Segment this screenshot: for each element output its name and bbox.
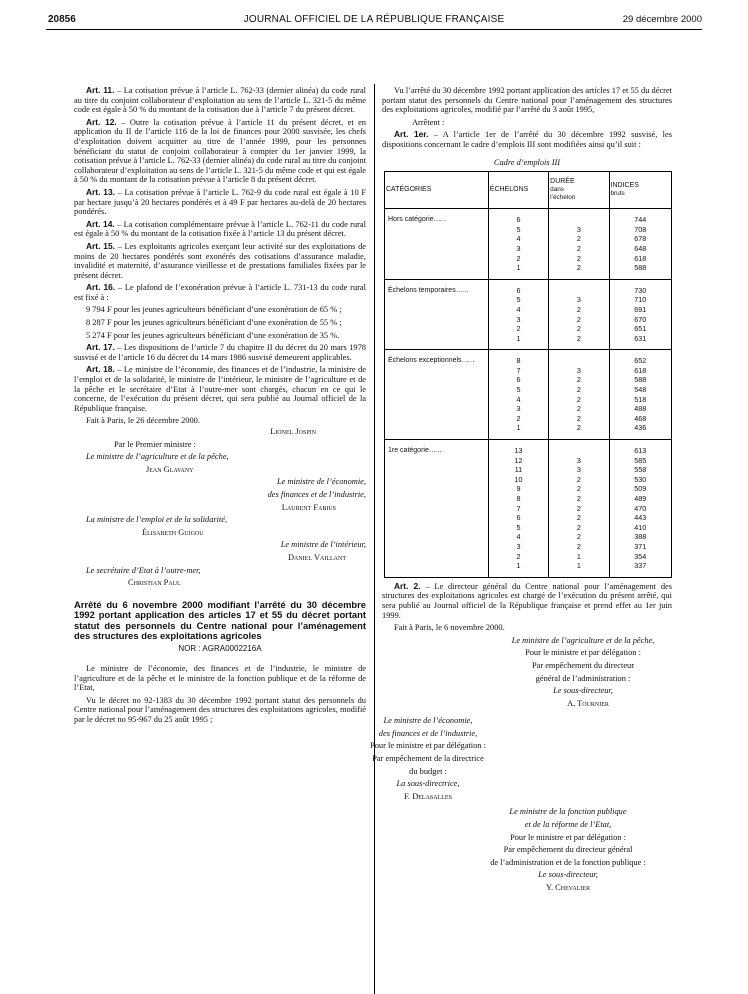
indice-cell-value: 651 (634, 324, 647, 334)
duree-cell-value: 2 (576, 324, 581, 334)
echelon-cell-value: 3 (516, 314, 521, 324)
echelon-cell-value: 7 (516, 503, 521, 513)
category-label: Échelons exceptionnels (388, 357, 462, 365)
duree-cell-value (549, 286, 608, 296)
agri-title: Le ministre de l’agriculture et de la pêche, (511, 635, 655, 645)
duree-cell-value: 2 (576, 484, 581, 494)
indice-cell-value: 470 (634, 503, 647, 513)
min-emploi-name: Élisabeth Guigou (142, 527, 204, 537)
indice-cell-value: 670 (634, 314, 647, 324)
min-agri-title: Le ministre de l’agriculture et de la pêche, (86, 452, 229, 462)
table-caption: Cadre d’emplois III (493, 157, 561, 167)
echelon-cell-value: 1 (516, 561, 521, 571)
min-eco-name: Laurent Fabius (281, 502, 336, 512)
indice-cell-value: 588 (634, 375, 647, 385)
duree-cell-value: 2 (576, 385, 581, 395)
min-agri-name: Jean Glavany (146, 464, 194, 474)
echelon-cell-value: 12 (514, 455, 523, 465)
duree-cell-value: 2 (576, 474, 581, 484)
echelon-cell-value: 4 (516, 532, 521, 542)
indice-cell-value: 354 (634, 551, 647, 561)
duree-cell-value: 2 (576, 333, 581, 343)
echelon-cell-value: 1 (516, 263, 521, 273)
leader-dots: …… (455, 286, 468, 294)
indice-cell-value: 618 (634, 253, 647, 263)
min-eco-title: Le ministre de l’économie, (276, 477, 366, 487)
column-divider (374, 84, 375, 994)
table-group-row (385, 350, 672, 440)
indice-cell-value: 744 (634, 215, 647, 225)
left-column (74, 86, 366, 728)
echelon-cell-value: 2 (516, 253, 521, 263)
article-11: Art. 11. – La cotisation prévue à l’article L. 762-33 (dernier alinéa) du code rural au titre du conjoint collaborateur d’exploitation au sens de l’article L. 321-5 du même code est égale à 50 % du montant de la cotisation due à l’article 7 du présent décret. (74, 85, 366, 115)
page-number: 20856 (48, 14, 76, 25)
leader-dots: …… (461, 357, 474, 365)
echelon-cell-value: 2 (516, 413, 521, 423)
table-group-row (385, 209, 672, 280)
duree-cell-value (549, 215, 608, 225)
indice-cell-value: 691 (634, 304, 647, 314)
echelon-cell-value: 6 (516, 375, 521, 385)
fp-subdirector: Le sous-directeur, (538, 870, 598, 880)
arrete-title: Arrêté du 6 novembre 2000 modifiant l’arrêté du 30 décembre 1992 portant application des articles 17 et 55 du décret portant statut des personnels du Centre national pour l’aménagement des structures des exploitations agricoles (74, 598, 366, 641)
indice-cell-value: 618 (634, 365, 647, 375)
vu-arrete: Vu l’arrêté du 30 décembre 1992 portant application des articles 17 et 55 du décret portant statut des personnels du Centre national pour l’aménagement des structures des exploitations agricoles, modifié par l’arrêté du 3 août 1995, (382, 86, 672, 115)
echelon-cell-value: 5 (516, 295, 521, 305)
echelon-cell-value: 7 (516, 365, 521, 375)
eco-line: Par empêchement de la directrice (372, 754, 484, 764)
category-cell (385, 350, 489, 440)
indice-cell-value: 585 (634, 455, 647, 465)
indice-cell-value: 443 (634, 513, 647, 523)
echelon-cell (488, 279, 548, 350)
indice-cell-value: 730 (634, 285, 647, 295)
echelon-cell-value: 13 (514, 446, 523, 456)
col-duree: DURÉE dans l’échelon (549, 172, 609, 209)
col-indices: INDICES bruts (609, 172, 672, 209)
exoneration-item: 5 274 F pour les jeunes agriculteurs bénéficiant d’une exonération de 35 %. (86, 330, 340, 340)
echelon-cell-value: 3 (516, 243, 521, 253)
eco-line: du budget : (409, 766, 447, 776)
min-int-name: Daniel Vaillant (287, 552, 346, 562)
duree-cell-value: 2 (576, 522, 581, 532)
echelon-cell-value: 10 (514, 474, 523, 484)
duree-cell-value: 2 (576, 413, 581, 423)
agri-line: Pour le ministre et par délégation : (525, 648, 641, 658)
duree-cell-value: 2 (576, 423, 581, 433)
fp-signer: Y. Chevalier (546, 883, 590, 892)
article-15: Art. 15. – Les exploitants agricoles exerçant leur activité sur des exploitations de moins de 20 hectares pondérés sont exonérés des cotisations d’assurance maladie, invalidité et maternité, d’assurance vieillesse et de prestations familiales fixées par le présent décret. (74, 240, 366, 280)
agri-line: général de l’administration : (535, 673, 631, 683)
indice-cell-value: 371 (634, 541, 647, 551)
decree-place-date: Fait à Paris, le 26 décembre 2000. (86, 416, 200, 426)
indice-cell-value: 436 (634, 423, 647, 433)
article-14: Art. 14. – La cotisation complémentaire prévue à l’article L. 762-11 du code rural est égale à 50 % du montant de la cotisation fixée à l’article 13 du présent décret. (74, 218, 366, 239)
page-header (0, 0, 748, 30)
duree-cell-value: 2 (576, 243, 581, 253)
col-echelons: ÉCHELONS (488, 172, 548, 209)
arrete-place-date: Fait à Paris, le 6 novembre 2000. (394, 623, 505, 633)
eco-title: Le ministre de l’économie, (383, 716, 473, 726)
header-rule (46, 29, 702, 30)
arretent: Arrêtent : (412, 117, 445, 127)
agri-subdirector: Le sous-directeur, (553, 686, 613, 696)
echelon-cell-value: 6 (516, 285, 521, 295)
sec-om-title: Le secrétaire d’Etat à l’outre-mer, (86, 565, 201, 575)
echelon-cell-value: 4 (516, 304, 521, 314)
nor-reference: NOR : AGRA0002216A (178, 644, 262, 654)
duree-cell (549, 440, 609, 578)
min-emploi-title: La ministre de l’emploi et de la solidarité, (86, 515, 228, 525)
duree-cell-value: 2 (576, 263, 581, 273)
indice-cell (609, 209, 672, 280)
duree-cell-value (549, 446, 608, 456)
indice-cell-value: 530 (634, 474, 647, 484)
category-cell (385, 209, 489, 280)
sec-om-name: Christian Paul (128, 578, 181, 588)
duree-cell-value: 3 (576, 295, 581, 305)
category-label: 1re catégorie (388, 447, 429, 455)
category-cell (385, 279, 489, 350)
echelon-cell-value: 3 (516, 541, 521, 551)
echelon-cell-value: 4 (516, 394, 521, 404)
fp-title: Le ministre de la fonction publique (509, 807, 627, 817)
fp-signature-block (442, 807, 682, 892)
agri-line: Par empêchement du directeur (531, 660, 635, 670)
indice-cell-value: 558 (634, 465, 647, 475)
duree-cell-value: 2 (576, 304, 581, 314)
category-label: Hors catégorie (388, 216, 434, 224)
indice-cell-value: 613 (634, 446, 647, 456)
duree-cell-value: 2 (576, 503, 581, 513)
eco-subdirector: La sous-directrice, (396, 779, 460, 789)
duree-cell-value (549, 356, 608, 366)
leader-dots: …… (428, 447, 441, 455)
eco-line: Pour le ministre et par délégation : (370, 741, 486, 751)
indice-cell-value: 710 (634, 295, 647, 305)
indice-cell (609, 440, 672, 578)
echelon-cell-value: 8 (516, 494, 521, 503)
echelon-cell-value: 2 (516, 551, 521, 561)
article-13: Art. 13. – La cotisation prévue à l’article L. 762-9 du code rural est égale à 10 F par hectare jusqu’à 20 hectares pondérés et à 49 F par hectares au-delà de 20 hectares pondérés. (74, 186, 366, 217)
indice-cell-value: 648 (634, 243, 647, 253)
arrete-vu: Vu le décret no 92-1383 du 30 décembre 1992 portant statut des personnels du Centre national pour l’aménagement des structures des exploitations agricoles, modifié par le décret no 95-967 du 25 août 1995 ; (74, 695, 366, 724)
journal-title: JOURNAL OFFICIEL DE LA RÉPUBLIQUE FRANÇAISE (243, 14, 505, 25)
duree-cell-value: 2 (576, 375, 581, 385)
echelon-cell-value: 2 (516, 324, 521, 334)
duree-cell-value: 2 (576, 513, 581, 523)
eco-signer: F. Delasalles (404, 791, 452, 801)
arrete-intro: Le ministre de l’économie, des finances et de l’industrie, le ministre de l’agriculture et de la pêche et le ministre de la fonction publique et de la réforme de l’Etat, (74, 663, 366, 693)
article-18: Art. 18. – Le ministre de l’économie, des finances et de l’industrie, la ministre de l’emploi et de la solidarité, le ministre de l’intérieur, le ministre de l’agriculture et de la pêche et le secrétaire d’Etat à l’outre-mer sont chargés, chacun en ce qui le concerne, de l’exécution du présent décret, qui sera publié au Journal officiel de la République française. (74, 364, 366, 413)
duree-cell (549, 350, 609, 440)
agri-signer: A. Tournier (567, 698, 609, 708)
echelon-cell-value: 5 (516, 224, 521, 234)
indice-cell-value: 518 (634, 394, 647, 404)
indice-cell-value: 588 (634, 263, 647, 273)
table-group-row (385, 279, 672, 350)
indice-cell (609, 279, 672, 350)
eco-signature-block (322, 716, 522, 801)
exoneration-item: 9 794 F pour les jeunes agriculteurs bénéficiant d’une exonération de 65 % ; (86, 305, 342, 315)
indice-cell-value: 509 (634, 484, 647, 494)
issue-date: 29 décembre 2000 (622, 14, 702, 25)
echelon-cell-value: 8 (516, 356, 521, 366)
duree-cell-value: 3 (576, 224, 581, 234)
echelon-cell-value: 3 (516, 404, 521, 414)
signature-pm: Lionel Jospin (270, 427, 316, 436)
echelon-cell (488, 350, 548, 440)
fp-line: Par empêchement du directeur général (503, 845, 633, 855)
duree-cell (549, 279, 609, 350)
echelon-cell (488, 209, 548, 280)
article-2: Art. 2. – Le directeur général du Centre national pour l’aménagement des structures des exploitations agricoles est chargé de l’exécution du présent arrêté, qui sera publié au Journal officiel de la République française et prend effet au 1er juin 1999. (382, 580, 672, 620)
duree-cell-value: 2 (576, 234, 581, 244)
echelon-cell-value: 6 (516, 513, 521, 523)
duree-cell-value: 1 (576, 551, 581, 561)
indice-cell-value: 388 (634, 532, 647, 542)
exoneration-item: 8 287 F pour les jeunes agriculteurs bénéficiant d’une exonération de 55 % ; (86, 318, 342, 328)
duree-cell-value: 2 (576, 404, 581, 414)
article-16: Art. 16. – Le plafond de l’exonération prévue à l’article L. 731-13 du code rural est fixé à : (74, 282, 366, 302)
duree-cell-value: 2 (576, 541, 581, 551)
col-categories: CATÉGORIES (385, 172, 489, 209)
fp-line: de l’administration et de la fonction publique : (490, 857, 646, 867)
indice-cell-value: 410 (634, 522, 647, 532)
duree-cell (549, 209, 609, 280)
duree-cell-value: 2 (576, 314, 581, 324)
min-eco-title-2: des finances et de l’industrie, (267, 489, 366, 499)
echelon-cell-value: 5 (516, 385, 521, 395)
echelon-cell-value: 5 (516, 522, 521, 532)
article-1: Art. 1er. – A l’article 1er de l’arrêté du 30 décembre 1992 susvisé, les dispositions concernant le cadre d’emplois III sont modifiées ainsi qu’il suit : (382, 129, 672, 149)
indice-cell (609, 350, 672, 440)
article-12: Art. 12. – Outre la cotisation prévue à l’article 11 du présent décret, et en application du II de l’article 116 de la loi de finances pour 2000 susvisée, les chefs d’exploitation doivent acquitter au titre de l’année 1999, pour les personnes bénéficiant du statut de conjoint collaborateur à compter du 1er janvier 1999, la cotisation prévue à l’article L. 762-33 (dernier alinéa) du code rural au titre du conjoint collaborateur d’exploitation au sens de l’article L. 321-5 du même code et qui est égale à 50 % du montant de la cotisation prévue à l’article 8 du présent décret. (74, 116, 366, 185)
indice-cell-value: 548 (634, 385, 647, 395)
duree-cell-value: 3 (576, 455, 581, 465)
category-cell (385, 440, 489, 578)
duree-cell-value: 2 (576, 394, 581, 404)
echelon-cell-value: 9 (516, 484, 521, 494)
duree-cell-value: 3 (576, 465, 581, 475)
echelon-cell-value: 11 (514, 465, 523, 475)
indice-cell-value: 337 (634, 561, 647, 571)
fp-title-2: et de la réforme de l’Etat, (524, 820, 612, 830)
echelon-cell-value: 4 (516, 234, 521, 244)
indice-cell-value: 468 (634, 413, 647, 423)
indice-cell-value: 708 (634, 224, 647, 234)
leader-dots: …… (433, 216, 446, 224)
indice-cell-value: 678 (634, 234, 647, 244)
duree-cell-value: 3 (576, 365, 581, 375)
duree-cell-value: 2 (576, 253, 581, 263)
indice-cell-value: 652 (634, 356, 647, 366)
duree-cell-value: 2 (576, 532, 581, 542)
category-label: Échelons temporaires (388, 286, 456, 294)
eco-title-2: des finances et de l’industrie, (378, 728, 478, 738)
indice-cell-value: 488 (634, 404, 647, 414)
right-column (370, 86, 672, 896)
article-17: Art. 17. – Les dispositions de l’article 7 du chapitre II du décret du 20 mars 1978 susvisé et de l’article 16 du décret du 14 mars 1986 susvisé demeurent applicables. (74, 342, 366, 362)
fp-line: Pour le ministre et par délégation : (510, 832, 626, 842)
duree-cell-value: 1 (576, 561, 581, 571)
par-pm: Par le Premier ministre : (114, 439, 196, 449)
duree-cell-value: 2 (576, 494, 581, 503)
echelon-cell-value: 1 (516, 423, 521, 433)
min-int-title: Le ministre de l’intérieur, (280, 540, 366, 550)
indice-cell-value: 631 (634, 333, 647, 343)
indice-cell-value: 489 (634, 494, 647, 503)
echelon-cell (488, 440, 548, 578)
cadre-table (384, 171, 672, 578)
echelon-cell-value: 1 (516, 333, 521, 343)
echelon-cell-value: 6 (516, 215, 521, 225)
table-group-row (385, 440, 672, 578)
